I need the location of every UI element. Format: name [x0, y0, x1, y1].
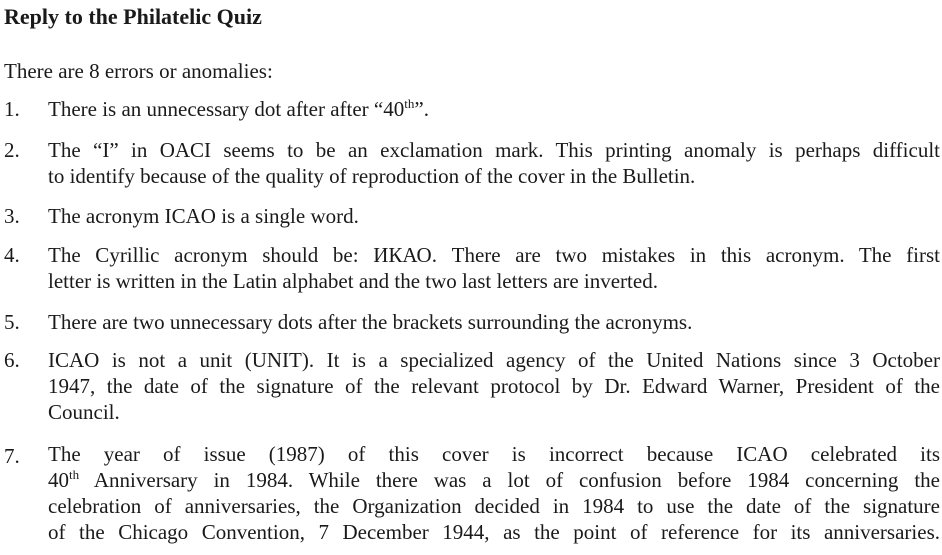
item-text-part: ”. — [414, 97, 429, 121]
intro-text: There are 8 errors or anomalies: — [4, 59, 273, 83]
item-text — [48, 441, 940, 545]
item-number: 5. — [4, 310, 20, 334]
item-text-part: There is an unnecessary dot after after “40 — [48, 97, 405, 121]
item-line: The Cyrillic acronym should be: ИКАО. There are two mistakes in this acronym. The first — [48, 243, 940, 267]
item-line: The year of issue (1987) of this cover is incorrect because ICAO celebrated its — [48, 442, 940, 466]
item-number: 7. — [4, 444, 20, 468]
item-text — [48, 242, 940, 294]
item-text — [48, 309, 940, 335]
item-number: 3. — [4, 204, 20, 228]
item-number: 1. — [4, 97, 20, 121]
item-number: 4. — [4, 243, 20, 267]
item-line: The “I” in OACI seems to be an exclamation mark. This printing anomaly is perhaps difficult — [48, 138, 940, 162]
item-number: 6. — [4, 348, 20, 372]
item-line: to identify because of the quality of reproduction of the cover in the Bulletin. — [48, 164, 696, 188]
item-text — [48, 137, 940, 189]
item-line: Council. — [48, 400, 120, 424]
superscript: th — [69, 467, 80, 482]
item-number: 2. — [4, 138, 20, 162]
item-line — [48, 96, 940, 122]
item-line: letter is written in the Latin alphabet and the two last letters are inverted. — [48, 269, 658, 293]
item-line: ICAO is not a unit (UNIT). It is a specialized agency of the United Nations since 3 October — [48, 348, 940, 372]
item-line: There are two unnecessary dots after the brackets surrounding the acronyms. — [48, 310, 693, 334]
item-text — [48, 347, 940, 425]
item-text — [48, 96, 940, 122]
item-line — [48, 467, 940, 493]
item-line: of the Chicago Convention, 7 December 1944, as the point of reference for its anniversaries. — [48, 520, 940, 544]
document-title: Reply to the Philatelic Quiz — [4, 4, 262, 29]
item-line: The acronym ICAO is a single word. — [48, 204, 359, 228]
item-line: celebration of anniversaries, the Organization decided in 1984 to use the date of the signature — [48, 494, 940, 518]
item-text-part: 40 — [48, 468, 69, 492]
item-text-part: Anniversary in 1984. While there was a lot of confusion before 1984 concerning the — [79, 468, 940, 492]
item-text — [48, 203, 940, 229]
item-line: 1947, the date of the signature of the relevant protocol by Dr. Edward Warner, President of the — [48, 374, 940, 398]
superscript: th — [404, 96, 415, 111]
